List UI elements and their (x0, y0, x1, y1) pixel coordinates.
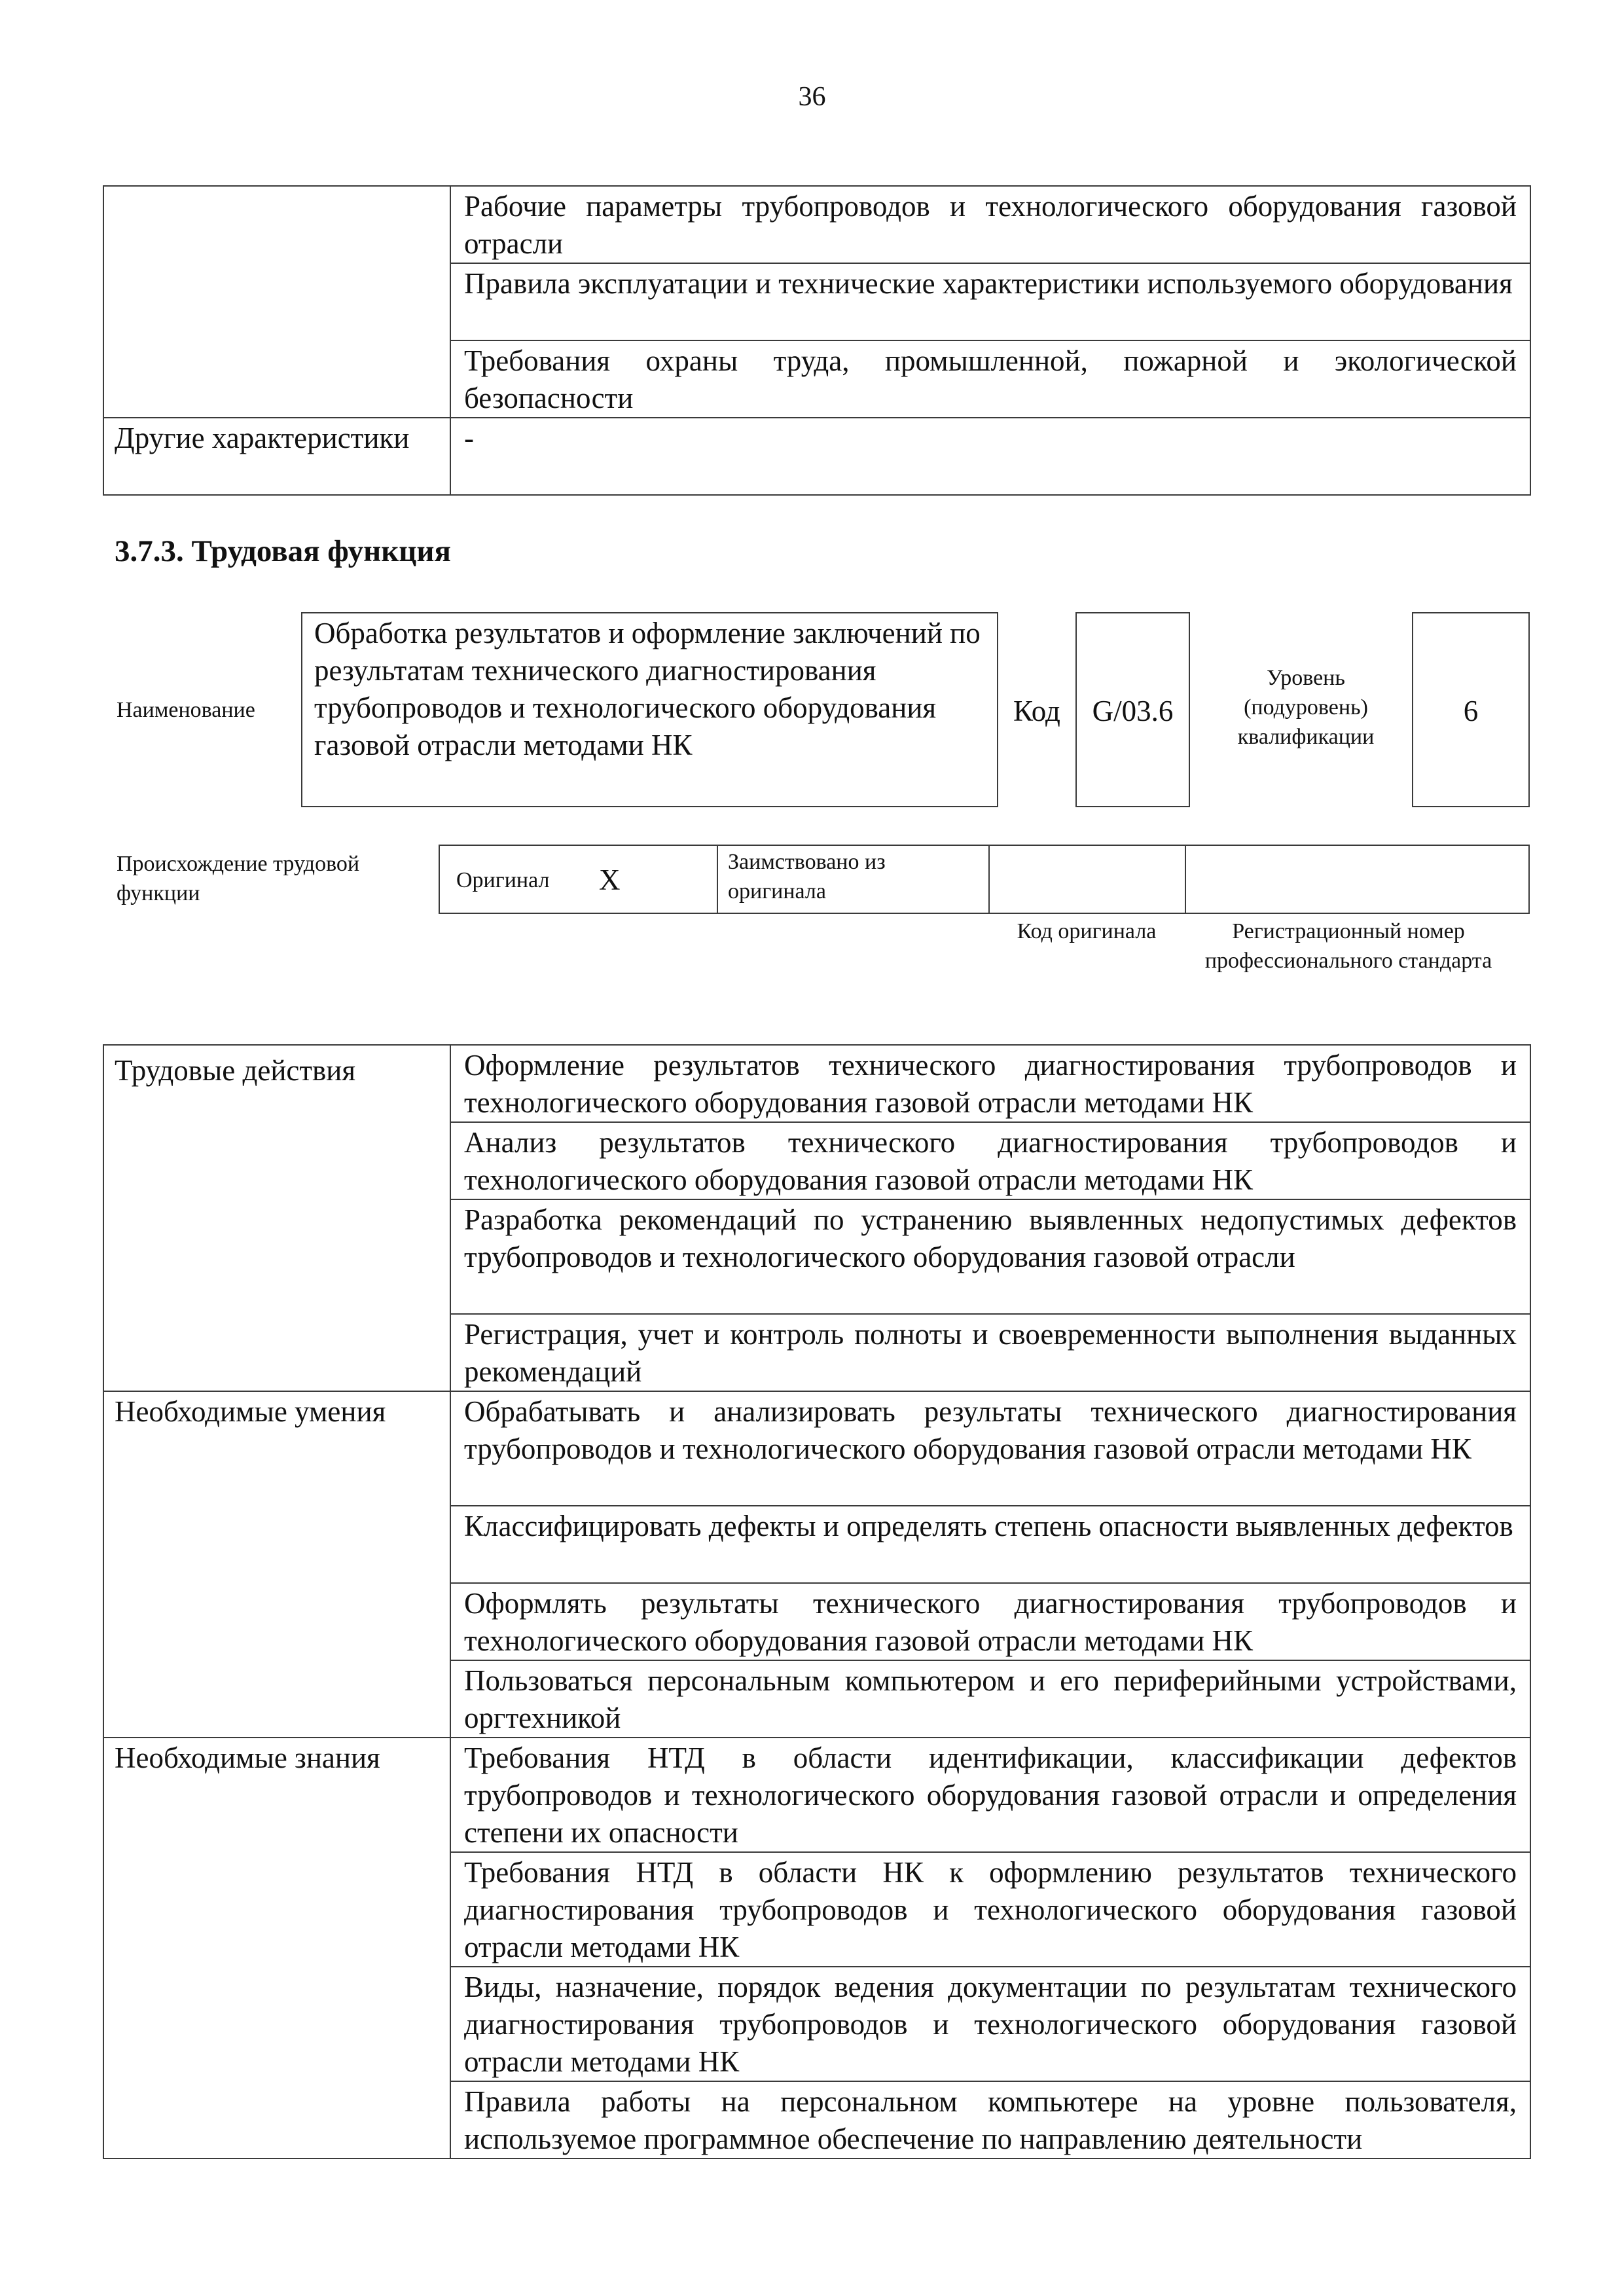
skill-item: Оформлять результаты технического диагностирования трубопроводов и технологического оборудования газовой отрасли методами НК (450, 1583, 1530, 1660)
function-name-box (301, 612, 998, 807)
level-label: Уровень (подуровень) квалификации (1237, 666, 1375, 749)
code-label: Код (1013, 695, 1060, 727)
knowledge-item: Правила работы на персональном компьютере на уровне пользователя, используемое программное обеспечение по направлению деятельности (450, 2081, 1530, 2159)
code-value: G/03.6 (1092, 695, 1174, 727)
borrowed-label: Заимствовано из оригинала (718, 846, 990, 913)
knowledge-item: Рабочие параметры трубопроводов и технологического оборудования газовой отрасли (450, 186, 1530, 263)
labor-action-item: Оформление результатов технического диагностирования трубопроводов и технологического оборудования газовой отрасли методами НК (450, 1045, 1530, 1122)
knowledge-item: Правила эксплуатации и технические характеристики используемого оборудования (450, 263, 1530, 340)
table-row (103, 1738, 1530, 1852)
knowledge-item: Требования НТД в области НК к оформлению результатов технического диагностирования трубопроводов и технологического оборудования газовой отрасли методами НК (450, 1852, 1530, 1967)
skill-item: Обрабатывать и анализировать результаты технического диагностирования трубопроводов и технологического оборудования газовой отрасли методами НК (450, 1391, 1530, 1506)
reg-number-caption: Регистрационный номер профессионального стандарта (1204, 919, 1492, 973)
knowledge-item: Виды, назначение, порядок ведения документации по результатам технического диагностирования трубопроводов и технологического оборудования газовой отрасли методами НК (450, 1967, 1530, 2081)
labor-action-item: Анализ результатов технического диагностирования трубопроводов и технологического оборудования газовой отрасли методами НК (450, 1122, 1530, 1199)
table-row (103, 1045, 1530, 1122)
original-label: Оригинал (456, 868, 550, 892)
labor-actions-label: Трудовые действия (103, 1045, 450, 1391)
original-cell (440, 846, 718, 913)
level-box (1412, 612, 1530, 807)
labor-action-item: Разработка рекомендаций по устранению выявленных недопустимых дефектов трубопроводов и технологического оборудования газовой отрасли (450, 1199, 1530, 1314)
name-label: Наименование (117, 698, 255, 722)
labor-action-item: Регистрация, учет и контроль полноты и своевременности выполнения выданных рекомендаций (450, 1314, 1530, 1391)
section-title: 3.7.3. Трудовая функция (115, 534, 451, 568)
skill-item: Классифицировать дефекты и определять степень опасности выявленных дефектов (450, 1506, 1530, 1583)
original-code-cell (990, 846, 1186, 913)
required-skills-label: Необходимые умения (103, 1391, 450, 1738)
original-code-caption: Код оригинала (1017, 919, 1157, 943)
code-box (1075, 612, 1190, 807)
empty-cell (103, 340, 450, 418)
empty-cell (103, 263, 450, 340)
function-name: Обработка результатов и оформление заключений по результатам технического диагностирования трубопроводов и технологического оборудования газовой отрасли методами НК (314, 617, 981, 761)
page-number: 36 (798, 82, 826, 112)
required-knowledge-label: Необходимые знания (103, 1738, 450, 2159)
table-row (103, 1391, 1530, 1506)
origin-table (439, 845, 1530, 914)
table-row (103, 340, 1530, 418)
empty-cell (103, 186, 450, 263)
top-table (103, 185, 1531, 496)
table-row (103, 263, 1530, 340)
knowledge-item: Требования НТД в области идентификации, классификации дефектов трубопроводов и технологического оборудования газовой отрасли и определения степени их опасности (450, 1738, 1530, 1852)
reg-number-cell (1186, 846, 1528, 913)
level-value: 6 (1463, 695, 1479, 727)
table-row (103, 418, 1530, 495)
table-row (103, 186, 1530, 263)
knowledge-item: Требования охраны труда, промышленной, пожарной и экологической безопасности (450, 340, 1530, 418)
origin-label: Происхождение трудовой функции (117, 852, 360, 905)
main-table (103, 1044, 1531, 2159)
other-characteristics-value: - (450, 418, 1530, 495)
other-characteristics-label: Другие характеристики (103, 418, 450, 495)
original-mark: X (599, 864, 621, 896)
skill-item: Пользоваться персональным компьютером и его периферийными устройствами, оргтехникой (450, 1660, 1530, 1738)
